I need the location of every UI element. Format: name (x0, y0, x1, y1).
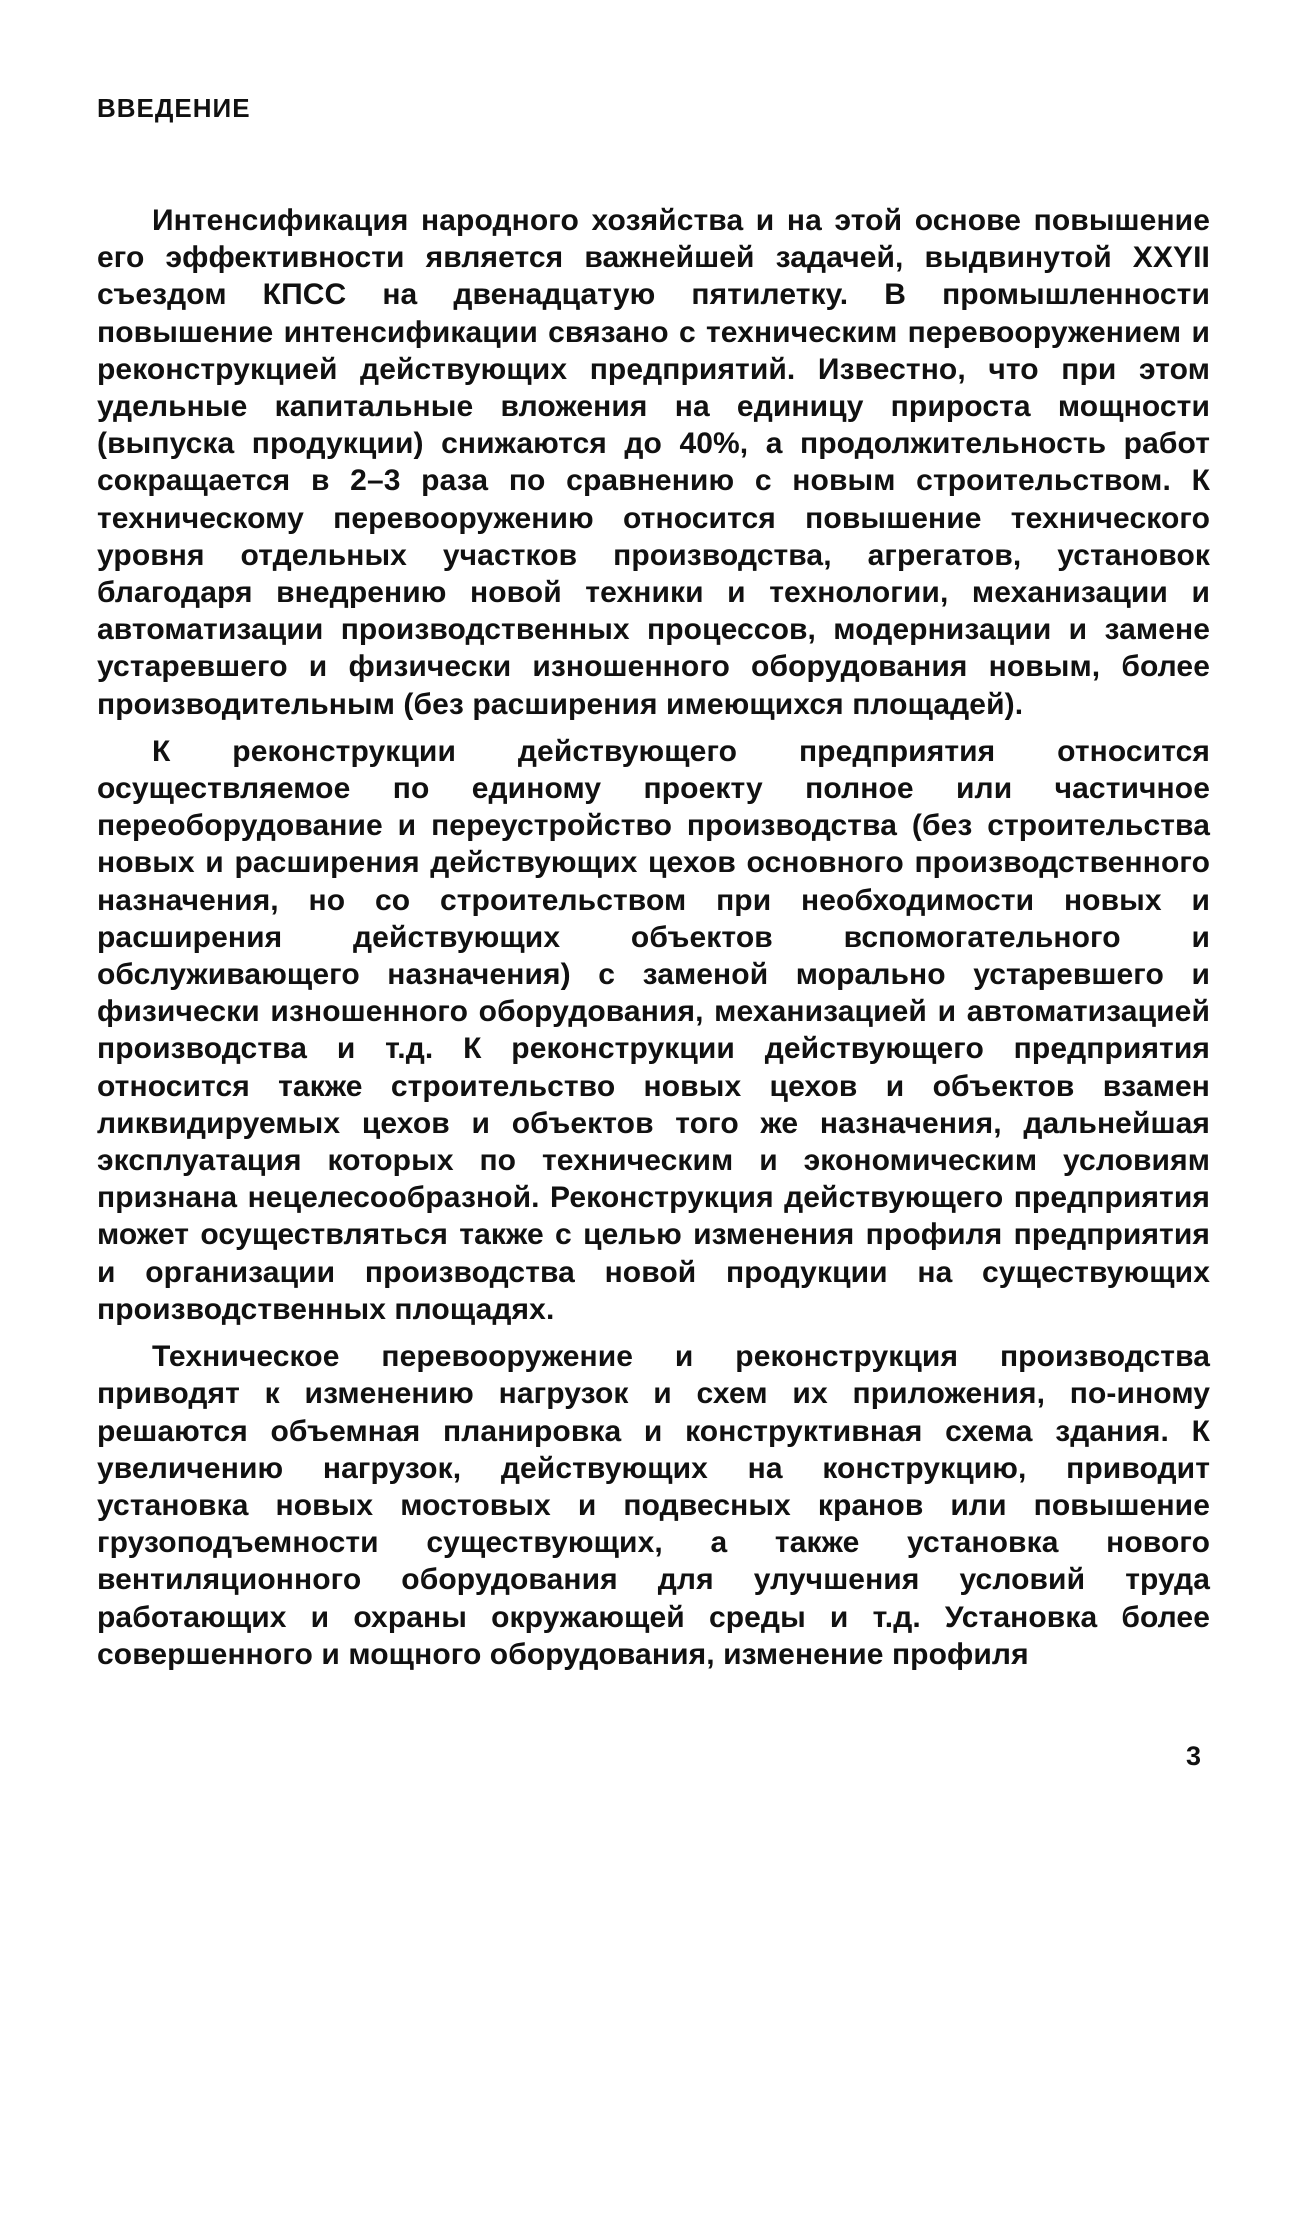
page-number: 3 (1186, 1741, 1202, 1771)
paragraph-1: Интенсификация народного хозяйства и на этой основе повышение его эффективности является важнейшей задачей, выдвинутой XXYII съездом КПСС на двенадцатую пятилетку. В промышленности повышение интенсификации связано с техническим перевооружением и реконструкцией действующих предприятий. Известно, что при этом удельные капитальные вложения на единицу прироста мощности (выпуска продукции) снижаются до 40%, а продолжительность работ сокращается в 2–3 раза по сравнению с новым строительством. К техническому перевооружению относится повышение технического уровня отдельных участков производства, агрегатов, установок благодаря внедрению новой техники и технологии, механизации и автоматизации производственных процессов, модернизации и замене устаревшего и физически изношенного оборудования новым, более производительным (без расширения имеющихся площадей). (97, 204, 1210, 721)
section-title: ВВЕДЕНИЕ (97, 93, 251, 123)
body-text (97, 202, 1210, 1683)
paragraph-2: К реконструкции действующего предприятия относится осуществляемое по единому проекту полное или частичное переоборудование и переустройство производства (без строительства новых и расширения действующих цехов основного производственного назначения, но со строительством при необходимости новых и расширения действующих объектов вспомогательного и обслуживающего назначения) с заменой морально устаревшего и физически изношенного оборудования, механизацией и автоматизацией производства и т.д. К реконструкции действующего предприятия относится также строительство новых цехов и объектов взамен ликвидируемых цехов и объектов того же назначения, дальнейшая эксплуатация которых по техническим и экономическим условиям признана нецелесообразной. Реконструкция действующего предприятия может осуществляться также с целью изменения профиля предприятия и организации производства новой продукции на существующих производственных площадях. (97, 734, 1210, 1326)
paragraph-3: Техническое перевооружение и реконструкция производства приводят к изменению нагрузок и схем их приложения, по-иному решаются объемная планировка и конструктивная схема здания. К увеличению нагрузок, действующих на конструкцию, приводит установка новых мостовых и подвесных кранов или повышение грузоподъемности существующих, а также установка нового вентиляционного оборудования для улучшения условий труда работающих и охраны окружающей среды и т.д. Установка более совершенного и мощного оборудования, изменение профиля (97, 1340, 1210, 1671)
